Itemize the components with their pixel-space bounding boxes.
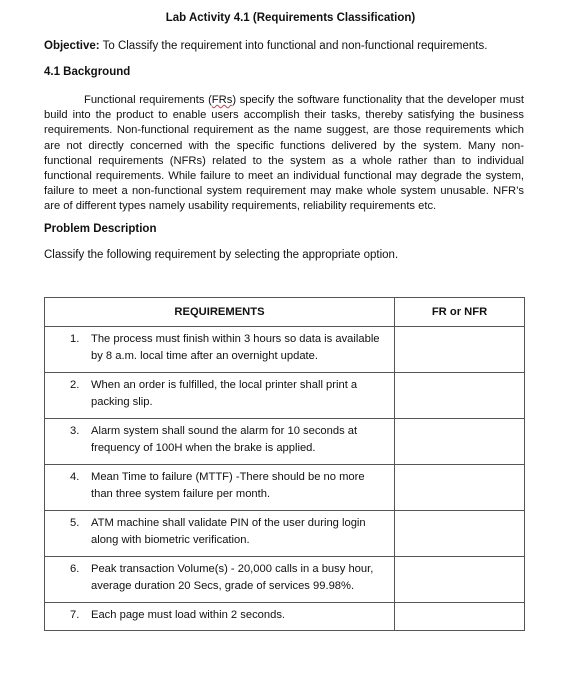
frs-abbreviation: FRs	[211, 94, 233, 106]
instruction-text: Classify the following requirement by selecting the appropriate option.	[44, 249, 399, 261]
classification-cell[interactable]	[395, 465, 525, 511]
requirement-number: 3.	[70, 425, 80, 437]
classification-cell[interactable]	[395, 557, 525, 603]
requirement-number: 5.	[70, 517, 80, 529]
classification-cell[interactable]	[395, 419, 525, 465]
requirement-text: The process must finish within 3 hours so data is available by 8 a.m. local time after an overnight update.	[91, 333, 380, 362]
objective-text: To Classify the requirement into functional and non-functional requirements.	[102, 40, 488, 52]
requirement-number: 4.	[70, 471, 80, 483]
requirement-number: 6.	[70, 563, 80, 575]
classification-cell[interactable]	[395, 327, 525, 373]
requirements-table	[44, 297, 525, 631]
requirement-cell	[45, 373, 395, 419]
requirement-text: Peak transaction Volume(s) - 20,000 calls in a busy hour, average duration 20 Secs, grade of services 99.98%.	[91, 563, 374, 592]
objective-label: Objective:	[44, 40, 100, 52]
requirement-number: 2.	[70, 379, 80, 391]
classification-cell[interactable]	[395, 603, 525, 631]
table-row	[45, 603, 525, 631]
objective-line	[44, 40, 544, 52]
requirement-text: Each page must load within 2 seconds.	[91, 609, 286, 621]
requirement-cell	[45, 511, 395, 557]
classification-cell[interactable]	[395, 511, 525, 557]
table-row	[45, 557, 525, 603]
requirement-text: When an order is fulfilled, the local printer shall print a packing slip.	[91, 379, 358, 408]
fr-nfr-header: FR or NFR	[395, 298, 525, 327]
table-row	[45, 327, 525, 373]
requirement-cell	[45, 327, 395, 373]
requirement-text: Alarm system shall sound the alarm for 10 seconds at frequency of 100H when the brake is applied.	[91, 425, 358, 454]
requirement-cell	[45, 419, 395, 465]
requirement-cell	[45, 465, 395, 511]
table-row	[45, 511, 525, 557]
page-title: Lab Activity 4.1 (Requirements Classification)	[165, 12, 416, 24]
table-row	[45, 465, 525, 511]
classification-cell[interactable]	[395, 373, 525, 419]
table-row	[45, 373, 525, 419]
requirement-cell	[45, 557, 395, 603]
requirement-number: 7.	[70, 609, 80, 621]
background-lead: Functional requirements (	[84, 94, 212, 106]
background-rest: ) specify the software functionality that the developer must build into the product to enable users accomplish their tasks, thereby satisfying the business requirements. Non-functional requirement as the name suggest, are those requirements which are not directly concerned with the specific functions delivered by the system. Many non-functional requirements (NFRs) related to the system as a whole rather than to individual functional requirements. While failure to meet an individual functional may degrade the system, failure to meet a non-functional system requirement may make whole system unusable. NFR’s are of different types namely usability requirements, reliability requirements etc.	[44, 94, 524, 213]
background-heading: 4.1 Background	[44, 66, 131, 78]
table-header-row	[45, 298, 525, 327]
requirement-text: ATM machine shall validate PIN of the user during login along with biometric verification.	[91, 517, 366, 546]
requirement-text: Mean Time to failure (MTTF) -There should be no more than three system failure per month.	[91, 471, 365, 500]
table-row	[45, 419, 525, 465]
requirement-number: 1.	[70, 333, 80, 345]
requirement-cell	[45, 603, 395, 631]
problem-heading: Problem Description	[44, 223, 157, 235]
requirements-header: REQUIREMENTS	[45, 298, 395, 327]
background-paragraph	[44, 93, 524, 215]
